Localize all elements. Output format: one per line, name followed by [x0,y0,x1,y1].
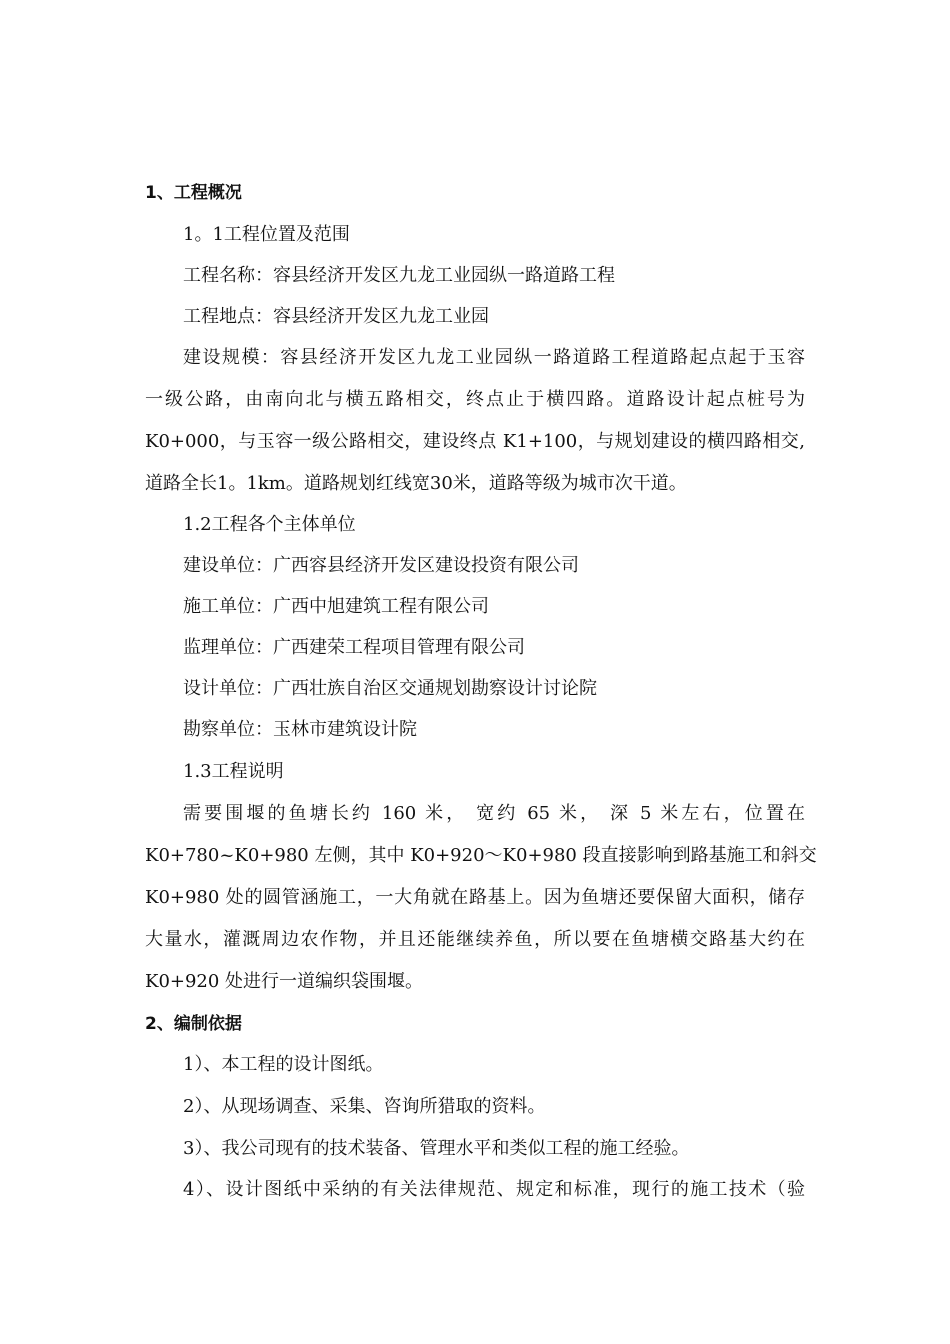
scale-line-3: K0+000，与玉容一级公路相交，建设终点 K1+100，与规划建设的横四路相交, [145,431,805,452]
basis-item-4: 4）、设计图纸中采纳的有关法律规范、规定和标准，现行的施工技术（验 [183,1179,805,1200]
section-2-heading: 2、编制依据 [145,1014,242,1034]
unit-supervision: 监理单位：广西建荣工程项目管理有限公司 [183,637,525,658]
desc-line-4: 大量水，灌溉周边农作物，并且还能继续养鱼，所以要在鱼塘横交路基大约在 [145,929,805,950]
subsection-1-3-title: 1.3工程说明 [183,761,284,782]
unit-construction: 建设单位：广西容县经济开发区建设投资有限公司 [183,555,579,576]
scale-line-4: 道路全长1。1km。道路规划红线宽30米，道路等级为城市次干道。 [145,473,687,494]
subsection-1-2-title: 1.2工程各个主体单位 [183,514,356,535]
project-name: 工程名称：容县经济开发区九龙工业园纵一路道路工程 [183,265,615,286]
basis-item-1: 1）、本工程的设计图纸。 [183,1054,384,1075]
basis-item-3: 3）、我公司现有的技术装备、管理水平和类似工程的施工经验。 [183,1138,690,1159]
unit-contractor: 施工单位：广西中旭建筑工程有限公司 [183,596,489,617]
desc-line-2: K0+780~K0+980 左侧，其中 K0+920～K0+980 段直接影响到路基施工和斜交 [145,845,817,866]
desc-line-5: K0+920 处进行一道编织袋围堰。 [145,971,424,992]
subsection-1-1-title: 1。1工程位置及范围 [183,224,350,245]
unit-design: 设计单位：广西壮族自治区交通规划勘察设计讨论院 [183,678,597,699]
project-site: 工程地点：容县经济开发区九龙工业园 [183,306,489,327]
scale-line-1: 建设规模：容县经济开发区九龙工业园纵一路道路工程道路起点起于玉容 [183,347,805,368]
desc-line-3: K0+980 处的圆管涵施工，一大角就在路基上。因为鱼塘还要保留大面积，储存 [145,887,805,908]
scale-line-2: 一级公路，由南向北与横五路相交，终点止于横四路。道路设计起点桩号为 [145,389,805,410]
unit-survey: 勘察单位：玉林市建筑设计院 [183,719,417,740]
desc-line-1: 需要围堰的鱼塘长约 160 米， 宽约 65 米， 深 5 米左右，位置在 [183,803,805,824]
basis-item-2: 2）、从现场调查、采集、咨询所猎取的资料。 [183,1096,546,1117]
section-1-heading: 1、工程概况 [145,183,242,203]
